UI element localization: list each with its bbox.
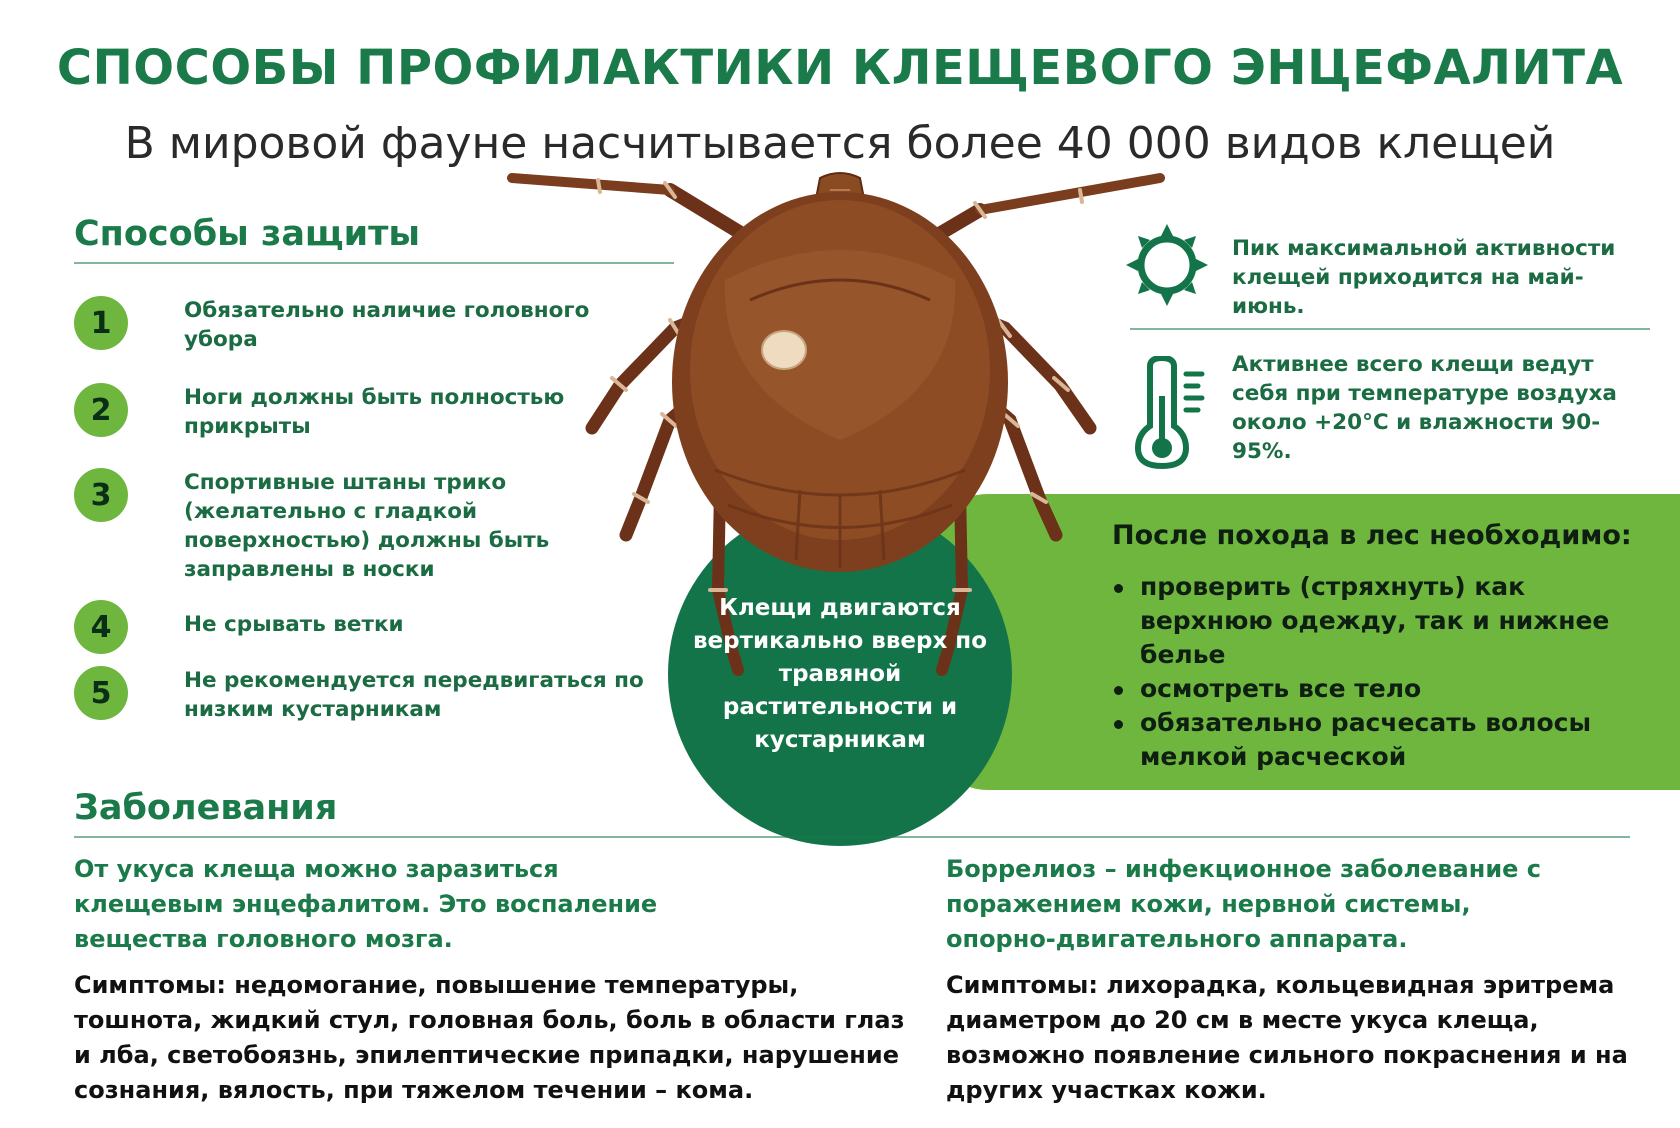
protection-step-3 <box>74 468 634 582</box>
protection-step-5 <box>74 666 644 746</box>
step-text: Не срывать ветки <box>184 612 404 637</box>
step-text: Обязательно наличие головного убора <box>184 298 590 352</box>
diseases-divider <box>74 836 1630 838</box>
thermometer-icon <box>1132 356 1212 470</box>
borreliosis-symptoms: Симптомы: лихорадка, кольцевидная эритрема диаметром до 20 см в месте укуса клеща, возможно появление сильного покраснения и на других участках кожи. <box>946 971 1628 1104</box>
protection-heading: Способы защиты <box>74 214 421 254</box>
borreliosis-description: Боррелиоз – инфекционное заболевание с поражением кожи, нервной системы, опорно-двигательного аппарата. <box>946 855 1541 953</box>
step-text: Ноги должны быть полностью прикрыты <box>184 385 565 439</box>
after-forest-item: осмотреть все тело <box>1112 672 1652 706</box>
step-number: 3 <box>74 468 128 522</box>
after-forest-list <box>1112 570 1652 774</box>
step-number: 5 <box>74 666 128 720</box>
step-text: Не рекомендуется передвигаться по низким кустарникам <box>184 668 644 722</box>
page-subtitle: В мировой фауне насчитывается более 40 000 видов клещей <box>124 118 1556 169</box>
info-divider <box>1130 328 1650 330</box>
step-number: 4 <box>74 600 128 654</box>
peak-activity-text: Пик максимальной активности клещей приходится на май-июнь. <box>1232 236 1616 319</box>
protection-divider <box>74 262 674 264</box>
protection-step-1 <box>74 296 634 376</box>
step-number: 2 <box>74 383 128 437</box>
encephalitis-description: От укуса клеща можно заразиться клещевым энцефалитом. Это воспаление вещества головного мозга. <box>74 855 658 953</box>
encephalitis-symptoms: Симптомы: недомогание, повышение температуры, тошнота, жидкий стул, головная боль, боль в области глаз и лба, светобоязнь, эпилептические припадки, нарушение сознания, вялость, при тяжелом течении – кома. <box>74 971 905 1104</box>
step-number: 1 <box>74 296 128 350</box>
sun-icon <box>1124 222 1210 308</box>
step-text: Спортивные штаны трико (желательно с гладкой поверхностью) должны быть заправлены в носки <box>184 470 550 582</box>
after-forest-heading: После похода в лес необходимо: <box>1112 520 1632 551</box>
diseases-heading: Заболевания <box>74 788 338 828</box>
after-forest-item: обязательно расчесать волосы мелкой расческой <box>1112 706 1652 774</box>
protection-step-2 <box>74 383 634 463</box>
after-forest-item: проверить (стряхнуть) как верхнюю одежду, так и нижнее белье <box>1112 570 1652 672</box>
circle-text: Клещи двигаются вертикально вверх по травяной растительности и кустарникам <box>693 595 987 753</box>
temperature-text: Активнее всего клещи ведут себя при температуре воздуха около +20°С и влажности 90-95%. <box>1232 352 1617 464</box>
page-title: СПОСОБЫ ПРОФИЛАКТИКИ КЛЕЩЕВОГО ЭНЦЕФАЛИТА <box>56 40 1624 96</box>
